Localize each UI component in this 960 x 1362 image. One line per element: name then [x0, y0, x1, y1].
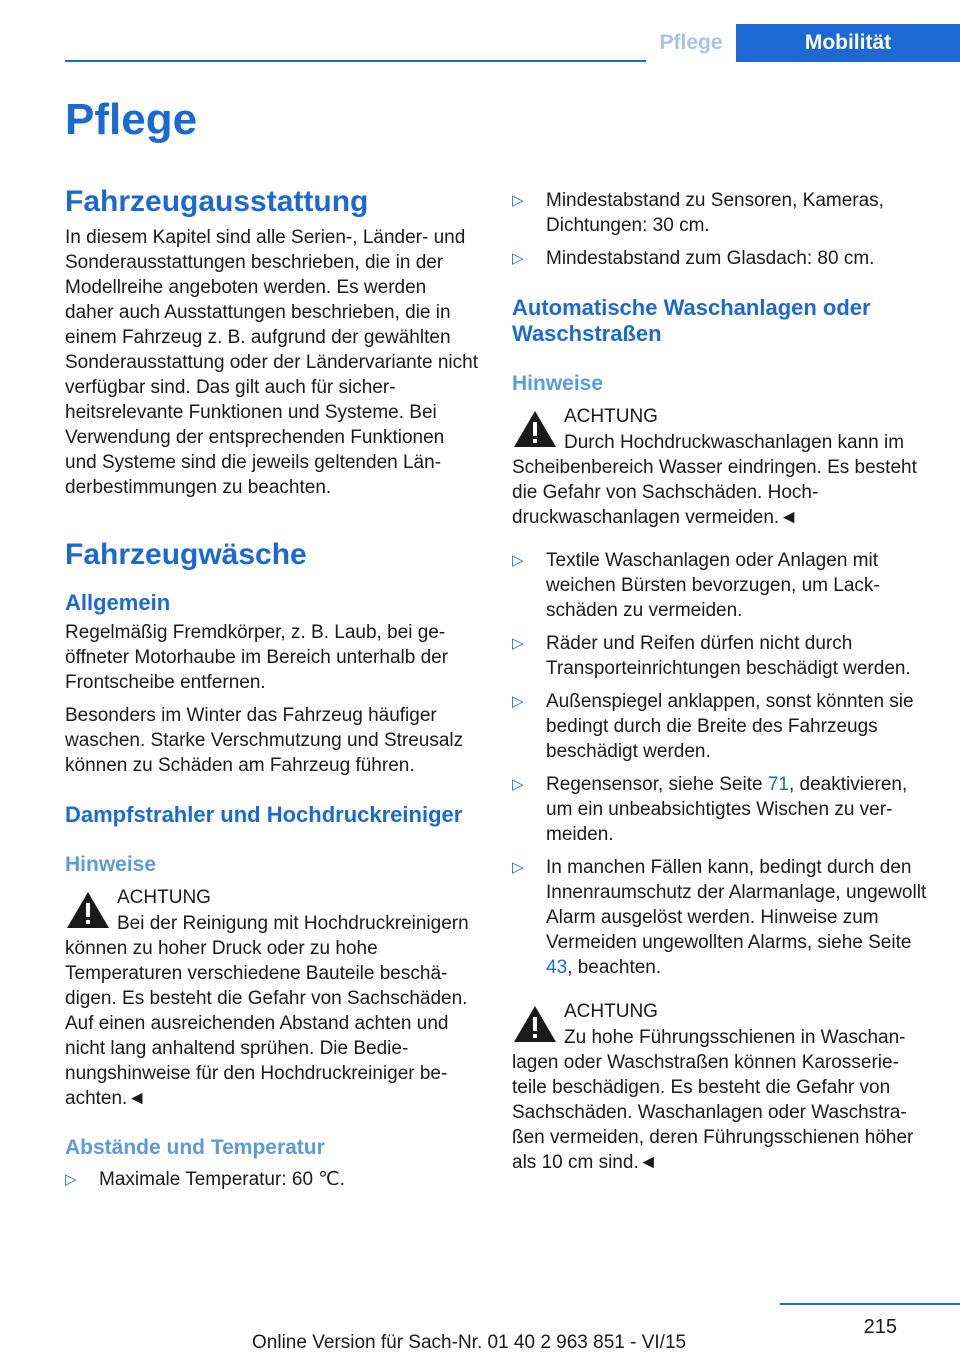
list-item-text: Mindestabstand zu Sensoren, Kameras, Dichtungen: 30 cm. [546, 190, 884, 236]
heading-hinweise-left: Hinweise [65, 853, 157, 876]
footer-rule [780, 1303, 960, 1305]
list-item [512, 188, 927, 238]
heading-fahrzeugausstattung: Fahrzeugausstattung [65, 185, 369, 218]
page-title: Pflege [65, 95, 198, 144]
list-item-text: Räder und Reifen dürfen nicht durch Transporteinrichtungen beschädigt werden. [546, 633, 911, 679]
warning-triangle-icon [65, 890, 111, 930]
list-item-text: Maximale Temperatur: 60 ℃. [99, 1169, 345, 1190]
list-item-text: In manchen Fällen kann, bedingt durch den Innenraumschutz der Alarmanlage, ungewollt Alarm ausgelöst werden. Hinweise zum Vermeiden ungewollten Alarms, siehe Seite [546, 857, 927, 953]
warning-triangle-icon [512, 409, 558, 449]
list-waschanlagen [512, 548, 927, 980]
heading-hinweise-right: Hinweise [512, 372, 604, 395]
list-item-text: Textile Waschanlagen oder Anlagen mit weichen Bürsten bevorzugen, um Lackschäden zu vermeiden. [546, 550, 880, 621]
warning-text: Zu hohe Führungsschienen in Waschanlagen oder Waschstraßen können Karosserieteile beschädigen. Es besteht die Gefahr von Sachschäden. Waschanlagen oder Waschstraßen vermeiden, deren Führungsschienen höher als 10 cm sind.◄ [512, 1027, 914, 1173]
list-item [512, 548, 927, 623]
triangle-bullet-icon: ▷ [512, 635, 524, 652]
page-number: 215 [863, 1316, 897, 1338]
list-item [65, 1167, 480, 1192]
paragraph-allgemein-2: Besonders im Winter das Fahrzeug häufiger waschen. Starke Verschmutzung und Streusalz können zu Schäden am Fahrzeug führen. [65, 705, 464, 776]
tab-pflege[interactable]: Pflege [646, 24, 736, 62]
warning-box-hochdruck [65, 884, 480, 1111]
warning-triangle-icon [512, 1004, 558, 1044]
list-abstaende [65, 1167, 480, 1192]
triangle-bullet-icon: ▷ [65, 1171, 77, 1188]
triangle-bullet-icon: ▷ [512, 693, 524, 710]
warning-label: ACHTUNG [564, 406, 658, 427]
triangle-bullet-icon: ▷ [512, 776, 524, 793]
list-abstaende-continued [512, 188, 927, 271]
list-item-text: , deaktivieren, um ein unbeabsichtigtes Wischen zu vermeiden. [546, 774, 908, 845]
list-item-text: , beachten. [567, 957, 662, 978]
warning-box-fuehrungsschienen [512, 998, 927, 1175]
tab-mobilitaet[interactable]: Mobilität [736, 24, 960, 62]
paragraph-ausstattung: In diesem Kapitel sind alle Serien-, Länder- und Sonderausstattungen beschrieben, die in der Modellreihe angeboten werden. Es werden daher auch Ausstattungen beschrieben, die in einem Fahrzeug z. B. aufgrund der gewählten Sonderausstattung oder der Ländervariante nicht verfügbar sind. Das gilt auch für sicherheitsrelevante Funktionen und Systeme. Bei Verwendung der entsprechenden Funktionen und Systeme sind die jeweils geltenden Länderbestimmungen zu beachten. [65, 227, 478, 498]
list-item [512, 246, 927, 271]
heading-fahrzeugwaesche: Fahrzeugwäsche [65, 538, 307, 571]
left-column [65, 183, 480, 1192]
heading-dampfstrahler: Dampfstrahler und Hochdruckreiniger [65, 802, 463, 827]
warning-text: Durch Hochdruckwaschanlagen kann im Scheibenbereich Wasser eindringen. Es besteht die Gefahr von Sachschäden. Hochdruckwaschanlagen vermeiden.◄ [512, 432, 917, 528]
warning-text: Bei der Reinigung mit Hochdruckreinigern können zu hoher Druck oder zu hohe Temperaturen verschiedene Bauteile beschädigen. Es besteht die Gefahr von Sachschäden. Auf einen ausreichenden Abstand achten und nicht lang anhaltend sprühen. Die Bedienungshinweise für den Hochdruckreiniger beachten.◄ [65, 913, 469, 1109]
triangle-bullet-icon: ▷ [512, 192, 524, 209]
warning-label: ACHTUNG [117, 887, 211, 908]
warning-box-waschanlage [512, 403, 927, 530]
heading-abstaende: Abstände und Temperatur [65, 1136, 325, 1159]
list-item-text: Mindestabstand zum Glasdach: 80 cm. [546, 248, 875, 269]
list-item-text: Außenspiegel anklappen, sonst könnten sie bedingt durch die Breite des Fahrzeugs beschädigt werden. [546, 691, 914, 762]
list-item-text: Regensensor, siehe Seite [546, 774, 768, 795]
list-item [512, 772, 927, 847]
list-item [512, 631, 927, 681]
list-item [512, 855, 927, 980]
heading-allgemein: Allgemein [65, 590, 171, 615]
paragraph-allgemein-1: Regelmäßig Fremdkörper, z. B. Laub, bei geöffneter Motorhaube im Bereich unterhalb der Frontscheibe entfernen. [65, 622, 449, 693]
warning-label: ACHTUNG [564, 1001, 658, 1022]
triangle-bullet-icon: ▷ [512, 250, 524, 267]
heading-automatische-waschanlagen: Automatische Waschanlagen oder Waschstraßen [512, 295, 871, 346]
right-column [512, 183, 927, 1175]
triangle-bullet-icon: ▷ [512, 552, 524, 569]
page-link-71[interactable]: 71 [767, 774, 789, 795]
footer-version-text: Online Version für Sach-Nr. 01 40 2 963 851 - VI/15 [252, 1332, 687, 1353]
page-link-43[interactable]: 43 [546, 957, 568, 978]
triangle-bullet-icon: ▷ [512, 859, 524, 876]
list-item [512, 689, 927, 764]
